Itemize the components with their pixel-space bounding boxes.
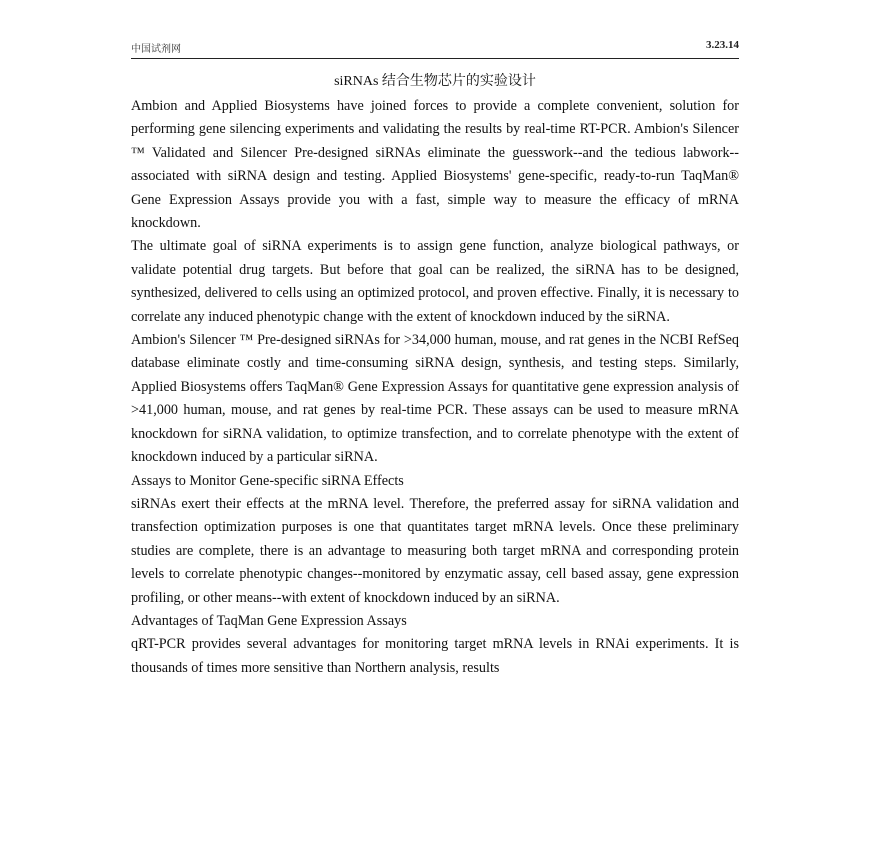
section-heading-advantages: Advantages of TaqMan Gene Expression Assays bbox=[131, 612, 407, 629]
paragraph-advantages: qRT-PCR provides several advantages for monitoring target mRNA levels in RNAi experiments. It is thousands of times more sensitive than Northern analysis, results bbox=[131, 636, 739, 676]
paragraph-predesigned: Ambion's Silencer ™ Pre-designed siRNAs for >34,000 human, mouse, and rat genes in the NCBI RefSeq database eliminate costly and time-consuming siRNA design, synthesis, and testing steps. Similarly, Applied Biosystems offers TaqMan® Gene Expression Assays for quantitative gene expression analysis of >41,000 human, mouse, and rat genes by real-time PCR. These assays can be used to measure mRNA knockdown for siRNA validation, to optimize transfection, and to correlate phenotype with the extent of knockdown induced by a particular siRNA. bbox=[131, 332, 739, 466]
paragraph-assays: siRNAs exert their effects at the mRNA level. Therefore, the preferred assay for siRNA validation and transfection optimization purposes is one that quantitates target mRNA levels. Once these preliminary studies are complete, there is an advantage to measuring both target mRNA and corresponding protein levels to correlate phenotypic changes--monitored by enzymatic assay, cell based assay, gene expression profiling, or other means--with extent of knockdown induced by an siRNA. bbox=[131, 495, 739, 606]
paragraph-intro: Ambion and Applied Biosystems have joined forces to provide a complete convenient, solution for performing gene silencing experiments and validating the results by real-time RT-PCR. Ambion's Silencer ™ Validated and Silencer Pre-designed siRNAs eliminate the guesswork--and the tedious labwork--associated with siRNA design and testing. Applied Biosystems' gene-specific, ready-to-run TaqMan® Gene Expression Assays provide you with a fast, simple way to measure the efficacy of mRNA knockdown. bbox=[131, 98, 739, 232]
paragraph-goal: The ultimate goal of siRNA experiments is to assign gene function, analyze biological pathways, or validate potential drug targets. But before that goal can be realized, the siRNA has to be designed, synthesized, delivered to cells using an optimized protocol, and proven effective. Finally, it is necessary to correlate any induced phenotypic change with the extent of knockdown induced by the siRNA. bbox=[131, 238, 739, 325]
document-title: siRNAs 结合生物芯片的实验设计 bbox=[334, 74, 536, 89]
header-date: 3.23.14 bbox=[706, 39, 739, 51]
page-header bbox=[131, 36, 739, 59]
header-site-name: 中国试剂网 bbox=[131, 44, 181, 55]
document-body bbox=[131, 95, 739, 680]
section-heading-assays: Assays to Monitor Gene-specific siRNA Effects bbox=[131, 472, 404, 489]
